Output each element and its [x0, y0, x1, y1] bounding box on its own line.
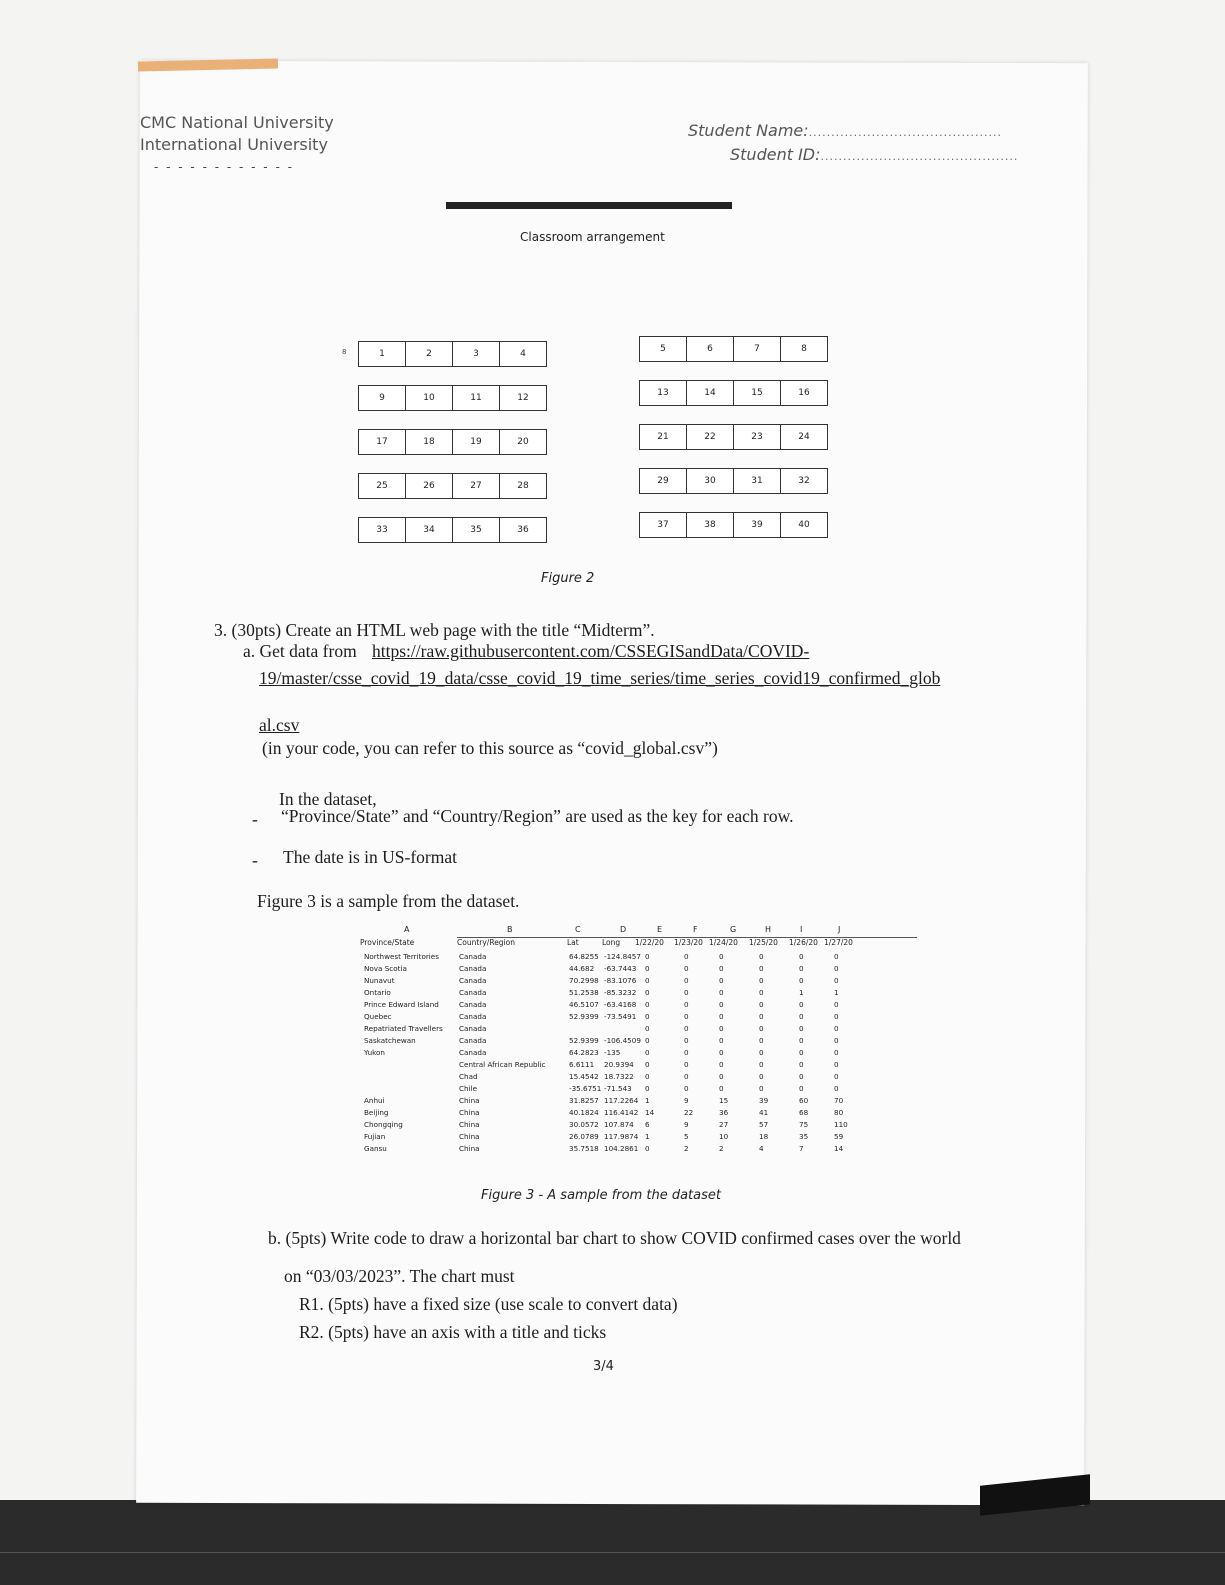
table-cell: 52.9399	[569, 1036, 599, 1045]
table-cell: 0	[645, 964, 650, 973]
column-letter: A	[404, 925, 410, 934]
desk: 16	[798, 388, 810, 398]
desk: 29	[640, 469, 687, 493]
right-row	[639, 512, 828, 538]
data-url-line2: 19/master/csse_covid_19_data/csse_covid_19_time_series/time_series_covid19_confirmed_glob	[259, 668, 941, 688]
table-cell: 0	[719, 988, 724, 997]
table-cell: 0	[759, 1060, 764, 1069]
table-cell: -63.4168	[604, 1000, 637, 1009]
table-cell: 46.5107	[569, 1000, 599, 1009]
table-cell: Canada	[459, 1036, 487, 1045]
table-cell: 0	[719, 1060, 724, 1069]
requirement-r1: R1. (5pts) have a fixed size (use scale to convert data)	[299, 1294, 678, 1314]
bullet-1: “Province/State” and “Country/Region” are used as the key for each row.	[281, 806, 794, 826]
redaction-bar	[446, 202, 732, 209]
university-header	[140, 112, 334, 178]
column-header: 1/22/20	[635, 938, 664, 947]
desk-group-left	[358, 341, 547, 561]
table-cell: 0	[759, 1048, 764, 1057]
column-header: 1/26/20	[789, 938, 818, 947]
table-cell: 1	[645, 1096, 650, 1105]
table-cell: 0	[834, 1000, 839, 1009]
figure3-intro: Figure 3 is a sample from the dataset.	[257, 891, 520, 911]
table-cell: 22	[684, 1108, 694, 1117]
table-cell: 0	[684, 1072, 689, 1081]
desk: 26	[406, 474, 453, 498]
table-cell: 0	[759, 952, 764, 961]
row-marker: 8	[342, 348, 347, 356]
table-cell: Repatriated Travellers	[364, 1024, 443, 1033]
left-row	[358, 341, 547, 367]
table-cell: 0	[759, 964, 764, 973]
table-cell: 15.4542	[569, 1072, 599, 1081]
university-name-1: CMC National University	[140, 113, 334, 132]
column-header: Long	[602, 938, 621, 947]
desk: 34	[406, 518, 453, 542]
table-cell: China	[459, 1108, 480, 1117]
table-cell: 0	[759, 976, 764, 985]
table-cell: 5	[684, 1132, 689, 1141]
refer-note: (in your code, you can refer to this source as “covid_global.csv”)	[262, 738, 718, 758]
desk: 23	[734, 425, 781, 449]
column-letter: D	[620, 925, 627, 934]
table-cell: 64.2823	[569, 1048, 599, 1057]
desk: 11	[453, 386, 500, 410]
table-cell: 27	[719, 1120, 729, 1129]
desk: 37	[640, 513, 687, 537]
column-letter: E	[657, 925, 663, 934]
table-cell: 9	[684, 1120, 689, 1129]
desk: 8	[801, 344, 807, 354]
student-id-label: Student ID:	[730, 145, 821, 164]
desk: 40	[798, 520, 810, 530]
desk: 7	[734, 337, 781, 361]
header-divider: - - - - - - - - - - - -	[154, 160, 294, 174]
table-cell: Chad	[459, 1072, 478, 1081]
left-row	[358, 473, 547, 499]
table-cell: China	[459, 1120, 480, 1129]
table-cell: Anhui	[364, 1096, 385, 1105]
desk: 21	[640, 425, 687, 449]
table-cell: 14	[645, 1108, 655, 1117]
table-cell: 0	[719, 1084, 724, 1093]
table-cell: 0	[759, 1084, 764, 1093]
table-cell: -63.7443	[604, 964, 637, 973]
table-cell: 0	[834, 1084, 839, 1093]
column-letter: F	[693, 925, 698, 934]
table-cell: 0	[684, 1060, 689, 1069]
table-cell: Ontario	[364, 988, 391, 997]
table-cell: -106.4509	[604, 1036, 641, 1045]
right-row	[639, 424, 828, 450]
table-cell: 20.9394	[604, 1060, 634, 1069]
table-cell: 26.0789	[569, 1132, 599, 1141]
table-cell: Nunavut	[364, 976, 395, 985]
desk: 27	[453, 474, 500, 498]
table-cell: -73.5491	[604, 1012, 637, 1021]
table-cell: China	[459, 1096, 480, 1105]
table-cell: Canada	[459, 1048, 487, 1057]
table-cell: 1	[799, 988, 804, 997]
desk: 3	[453, 342, 500, 366]
desk: 6	[687, 337, 734, 361]
desk: 15	[734, 381, 781, 405]
table-cell: 9	[684, 1096, 689, 1105]
table-cell: Chile	[459, 1084, 477, 1093]
right-row	[639, 336, 828, 362]
column-header: 1/23/20	[674, 938, 703, 947]
table-cell: 0	[834, 1024, 839, 1033]
table-cell: 0	[834, 1060, 839, 1069]
table-cell: 0	[645, 1012, 650, 1021]
table-cell: 70	[834, 1096, 844, 1105]
table-cell: 14	[834, 1144, 844, 1153]
table-cell: 0	[799, 1084, 804, 1093]
table-cell: Canada	[459, 988, 487, 997]
column-letter: J	[838, 925, 841, 934]
table-cell: 0	[799, 1072, 804, 1081]
table-cell: 117.2264	[604, 1096, 639, 1105]
desk: 9	[359, 386, 406, 410]
table-cell: 7	[799, 1144, 804, 1153]
table-cell: 0	[645, 1060, 650, 1069]
table-cell: 0	[719, 1012, 724, 1021]
column-header: 1/27/20	[824, 938, 853, 947]
table-cell: 0	[759, 1000, 764, 1009]
table-cell: 0	[759, 1012, 764, 1021]
table-cell: Northwest Territories	[364, 952, 439, 961]
desk: 31	[734, 469, 781, 493]
column-letter: I	[800, 925, 803, 934]
table-cell: -71.543	[604, 1084, 632, 1093]
table-cell: 0	[684, 1084, 689, 1093]
table-cell: 1	[645, 1132, 650, 1141]
table-cell: 35	[799, 1132, 809, 1141]
table-cell: 0	[684, 1012, 689, 1021]
table-cell: 104.2861	[604, 1144, 639, 1153]
column-header: Country/Region	[457, 938, 515, 947]
table-cell: Canada	[459, 1012, 487, 1021]
table-cell: 0	[834, 1036, 839, 1045]
table-cell: 68	[799, 1108, 809, 1117]
table-cell: Gansu	[364, 1144, 387, 1153]
table-cell: -83.1076	[604, 976, 637, 985]
desk: 32	[798, 476, 810, 486]
table-cell: -124.8457	[604, 952, 641, 961]
table-cell: 0	[684, 1048, 689, 1057]
column-letter: G	[730, 925, 737, 934]
desk-group-right	[639, 336, 828, 556]
table-cell: 0	[684, 952, 689, 961]
table-cell: 40.1824	[569, 1108, 599, 1117]
table-cell: Canada	[459, 976, 487, 985]
table-cell: China	[459, 1144, 480, 1153]
table-cell: Canada	[459, 964, 487, 973]
left-row	[358, 429, 547, 455]
desk: 4	[520, 349, 526, 359]
table-cell: 0	[645, 952, 650, 961]
data-url-line3: al.csv	[259, 715, 300, 735]
table-cell: 52.9399	[569, 1012, 599, 1021]
table-cell: 0	[719, 1072, 724, 1081]
table-cell: 0	[719, 1048, 724, 1057]
bullet-dash-2: -	[252, 850, 258, 870]
table-cell: 0	[799, 952, 804, 961]
university-name-2: International University	[140, 135, 328, 154]
table-cell: 0	[799, 1024, 804, 1033]
desk: 22	[687, 425, 734, 449]
table-cell: 0	[799, 1012, 804, 1021]
part-a-prefix: a. Get data from	[243, 641, 357, 661]
exam-paper	[136, 61, 1088, 1505]
table-cell: 0	[719, 1000, 724, 1009]
desk: 39	[734, 513, 781, 537]
column-letter: C	[575, 925, 581, 934]
question3-heading: 3. (30pts) Create an HTML web page with the title “Midterm”.	[214, 620, 655, 640]
table-cell: 110	[834, 1120, 848, 1129]
classroom-title: Classroom arrangement	[520, 230, 665, 244]
desk: 12	[517, 393, 529, 403]
table-cell: 0	[719, 952, 724, 961]
column-header: 1/24/20	[709, 938, 738, 947]
column-header: 1/25/20	[749, 938, 778, 947]
table-cell: 0	[645, 1084, 650, 1093]
table-cell: -135	[604, 1048, 621, 1057]
in-dataset-text: In the dataset,	[279, 789, 377, 809]
desk: 18	[406, 430, 453, 454]
desk: 25	[359, 474, 406, 498]
desk: 14	[687, 381, 734, 405]
dataset-sample	[360, 925, 870, 1175]
column-letter: H	[765, 925, 772, 934]
desk: 13	[640, 381, 687, 405]
part-b-line2: on “03/03/2023”. The chart must	[284, 1266, 515, 1286]
desk: 24	[798, 432, 810, 442]
table-cell: Yukon	[364, 1048, 385, 1057]
table-cell: 70.2998	[569, 976, 599, 985]
student-name-blank: ...........................................	[808, 126, 1003, 139]
table-cell: 0	[799, 1060, 804, 1069]
table-cell: 36	[719, 1108, 729, 1117]
table-cell: 0	[799, 976, 804, 985]
desk: 30	[687, 469, 734, 493]
table-cell: 117.9874	[604, 1132, 639, 1141]
table-cell: 30.0572	[569, 1120, 599, 1129]
requirement-r2: R2. (5pts) have an axis with a title and ticks	[299, 1322, 607, 1342]
table-cell: 0	[684, 964, 689, 973]
table-cell: Fujian	[364, 1132, 386, 1141]
table-cell: 75	[799, 1120, 809, 1129]
table-cell: 0	[645, 976, 650, 985]
table-cell: 0	[799, 1048, 804, 1057]
desk: 33	[359, 518, 406, 542]
desk: 1	[359, 342, 406, 366]
bullet-dash-1: -	[252, 809, 258, 829]
table-cell: 51.2538	[569, 988, 599, 997]
table-cell: 116.4142	[604, 1108, 639, 1117]
table-cell: 31.8257	[569, 1096, 599, 1105]
table-cell: -85.3232	[604, 988, 637, 997]
table-cell: 0	[645, 1072, 650, 1081]
table-cell: 57	[759, 1120, 769, 1129]
table-cell: Beijing	[364, 1108, 389, 1117]
left-row	[358, 385, 547, 411]
table-cell: 107.874	[604, 1120, 634, 1129]
desk: 20	[517, 437, 529, 447]
table-cell: 0	[645, 1144, 650, 1153]
table-cell: 0	[684, 976, 689, 985]
desk: 28	[517, 481, 529, 491]
table-cell: 0	[684, 1036, 689, 1045]
table-cell: 0	[684, 1000, 689, 1009]
table-cell: 35.7518	[569, 1144, 599, 1153]
table-cell: Saskatchewan	[364, 1036, 416, 1045]
table-cell: Canada	[459, 952, 487, 961]
table-cell: 0	[759, 1036, 764, 1045]
table-cell: 2	[684, 1144, 689, 1153]
table-cell: 18.7322	[604, 1072, 634, 1081]
table-cell: 0	[645, 988, 650, 997]
column-header: Lat	[567, 938, 579, 947]
table-cell: 2	[719, 1144, 724, 1153]
desk: 35	[453, 518, 500, 542]
table-cell: Quebec	[364, 1012, 392, 1021]
table-cell: 0	[759, 988, 764, 997]
table-cell: 6.6111	[569, 1060, 595, 1069]
right-row	[639, 380, 828, 406]
desk: 5	[640, 337, 687, 361]
table-cell: 39	[759, 1096, 769, 1105]
student-name-label: Student Name:	[688, 121, 809, 140]
table-cell: Nova Scotia	[364, 964, 407, 973]
table-cell: 10	[719, 1132, 729, 1141]
table-cell: 0	[684, 988, 689, 997]
table-cell: 0	[645, 1048, 650, 1057]
table-cell: 1	[834, 988, 839, 997]
column-header: Province/State	[360, 938, 415, 947]
column-letter: B	[507, 925, 513, 934]
student-id-blank: ............................................	[820, 150, 1019, 163]
table-cell: 0	[645, 1000, 650, 1009]
part-b-line1: b. (5pts) Write code to draw a horizontal bar chart to show COVID confirmed cases over the world	[268, 1228, 961, 1248]
left-row	[358, 517, 547, 543]
desk: 17	[359, 430, 406, 454]
page-number: 3/4	[593, 1359, 614, 1374]
desk: 38	[687, 513, 734, 537]
table-cell: Canada	[459, 1024, 487, 1033]
table-cell: 0	[799, 1036, 804, 1045]
table-cell: 0	[719, 976, 724, 985]
figure3-caption: Figure 3 - A sample from the dataset	[481, 1188, 721, 1203]
table-cell: 0	[759, 1072, 764, 1081]
table-cell: -35.6751	[569, 1084, 602, 1093]
table-cell: 6	[645, 1120, 650, 1129]
table-cell: 44.682	[569, 964, 595, 973]
table-cell: Chongqing	[364, 1120, 403, 1129]
table-cell: 59	[834, 1132, 844, 1141]
data-url-line1: https://raw.githubusercontent.com/CSSEGISandData/COVID-	[372, 641, 810, 661]
table-cell: 64.8255	[569, 952, 599, 961]
desk: 19	[453, 430, 500, 454]
desk: 10	[406, 386, 453, 410]
table-cell: China	[459, 1132, 480, 1141]
table-cell: 41	[759, 1108, 769, 1117]
bullet-2: The date is in US-format	[283, 847, 457, 867]
table-cell: 60	[799, 1096, 809, 1105]
desk: 36	[517, 525, 529, 535]
table-cell: 0	[834, 964, 839, 973]
table-cell: 0	[719, 964, 724, 973]
table-cell: 4	[759, 1144, 764, 1153]
bottom-edge	[0, 1552, 1225, 1553]
figure2-caption: Figure 2	[541, 571, 595, 586]
table-cell: Prince Edward Island	[364, 1000, 439, 1009]
table-cell: Central African Republic	[459, 1060, 546, 1069]
table-cell: 18	[759, 1132, 769, 1141]
table-cell: 0	[684, 1024, 689, 1033]
table-cell: 15	[719, 1096, 729, 1105]
desk: 2	[406, 342, 453, 366]
table-cell: 0	[799, 1000, 804, 1009]
table-cell: 0	[719, 1024, 724, 1033]
table-cell: 0	[645, 1024, 650, 1033]
student-info	[688, 120, 1018, 168]
table-cell: 0	[645, 1036, 650, 1045]
table-cell: 0	[834, 952, 839, 961]
table-cell: 0	[719, 1036, 724, 1045]
right-row	[639, 468, 828, 494]
table-cell: 0	[834, 976, 839, 985]
table-cell: 0	[834, 1072, 839, 1081]
table-cell: 80	[834, 1108, 844, 1117]
table-cell: Canada	[459, 1000, 487, 1009]
table-cell: 0	[834, 1048, 839, 1057]
table-cell: 0	[799, 964, 804, 973]
table-cell: 0	[759, 1024, 764, 1033]
table-cell: 0	[834, 1012, 839, 1021]
